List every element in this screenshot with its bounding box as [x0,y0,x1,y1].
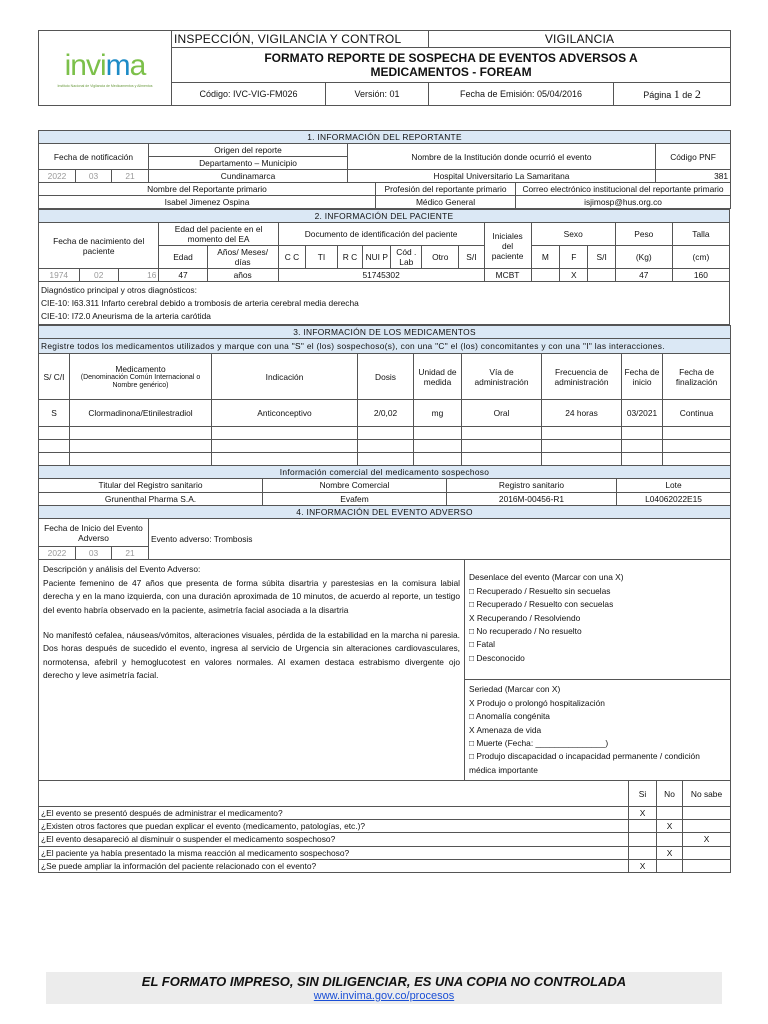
doc-cc-header: C C [278,246,305,269]
initials-header: Iniciales del paciente [484,223,531,269]
page-number: 1 [673,87,680,102]
lot-value: L04062022E15 [617,492,731,505]
causality-question: ¿El evento se presentó después de administrar el medicamento? [39,807,629,820]
answer-unknown [683,807,731,820]
answer-unknown [683,820,731,833]
document-footer [46,972,722,1004]
commercial-info-title: Información comercial del medicamento sospechoso [39,466,731,479]
causality-question: ¿El evento desapareció al disminuir o suspender el medicamento sospechoso? [39,833,629,846]
institution-value: Hospital Universitario La Samaritana [348,170,656,183]
outcome-option: □ Recuperado / Resuelto con secuelas [469,599,614,610]
page-of: de [682,90,693,101]
event-start-header: Fecha de Inicio del Evento Adverso [39,519,149,547]
registration-value: 2016M-00456-R1 [447,492,617,505]
medication-row [39,400,731,427]
area-label: INSPECCIÓN, VIGILANCIA Y CONTROL [172,31,429,48]
sex-f-header: F [560,246,588,269]
age-at-event-header: Edad del paciente en el momento del EA [159,223,278,246]
outcome-block [465,560,731,680]
section-paciente [38,209,730,325]
logo-subtext: Instituto Nacional de Vigilancia de Medicamentos y Alimentos [57,84,153,89]
answer-yes [629,820,657,833]
event-description [39,560,465,781]
reporter-email-header: Correo electrónico institucional del reportante primario [516,183,731,196]
answer-no [657,833,683,846]
commercial-info [38,465,731,505]
page-indicator [614,83,731,106]
causality-question-row [39,820,731,833]
notification-date-header: Fecha de notificación [39,144,149,170]
medication-frequency: 24 horas [542,400,622,427]
weight-value: 47 [615,269,672,282]
answer-no-header: No [657,781,683,807]
age-unit-header: Años/ Meses/ días [207,246,278,269]
doc-rc-header: R C [337,246,362,269]
section-4-title: 4. INFORMACIÓN DEL EVENTO ADVERSO [39,506,731,519]
height-value: 160 [672,269,729,282]
answer-yes [629,833,657,846]
sex-header: Sexo [531,223,615,246]
diagnosis-1: CIE-10: I63.311 Infarto cerebral debido a trombosis de arteria cerebral media derecha [41,298,359,309]
department-header: Departamento – Municipio [149,157,348,170]
description-label: Descripción y análisis del Evento Adverso: [43,564,201,575]
answer-no [657,859,683,872]
answer-no: X [657,846,683,859]
page-total: 2 [694,87,701,102]
initials-value: MCBT [484,269,531,282]
outcome-option: □ Fatal [469,639,496,650]
sex-si-value [588,269,615,282]
diagnosis-block [39,282,730,325]
institution-header: Nombre de la Institución donde ocurrió el evento [348,144,656,170]
birth-year: 1974 [39,269,80,282]
unit-header: Unidad de medida [414,354,462,400]
notification-month: 03 [76,170,112,183]
doc-si-header: S/I [459,246,484,269]
section-1-title: 1. INFORMACIÓN DEL REPORTANTE [39,131,731,144]
causality-question-row [39,833,731,846]
causality-question-row [39,807,731,820]
medication-row-empty [39,427,731,440]
answer-yes [629,846,657,859]
doc-ti-header: TI [306,246,338,269]
section-2-title: 2. INFORMACIÓN DEL PACIENTE [39,209,730,222]
causality-question: ¿Se puede ampliar la información del paciente relacionado con el evento? [39,859,629,872]
document-header [38,30,730,103]
medication-unit: mg [414,400,462,427]
answer-unknown [683,846,731,859]
dose-header: Dosis [358,354,414,400]
route-header: Vía de administración [462,354,542,400]
height-unit-header: (cm) [672,246,729,269]
birth-month: 02 [79,269,118,282]
weight-header: Peso [615,223,672,246]
seriousness-block [465,680,731,781]
answer-unknown-header: No sabe [683,781,731,807]
medication-instructions: Registre todos los medicamentos utilizados y marque con una "S" el (los) sospechoso(s), con una "C" el (los) concomitantes y con una "I" las interacciones. [39,338,731,354]
doc-codlab-header: Cód . Lab [391,246,422,269]
event-year: 2022 [39,547,76,560]
brand-value: Evafem [263,492,447,505]
reporter-name-header: Nombre del Reportante primario [39,183,376,196]
outcome-option: □ No recuperado / No resuelto [469,625,582,636]
doc-nuip-header: NUI P [363,246,391,269]
end-date-header: Fecha de finalización [663,354,731,400]
medication-indication: Anticonceptivo [212,400,358,427]
causality-question: ¿El paciente ya había presentado la misma reacción al medicamento sospechoso? [39,846,629,859]
frequency-header: Frecuencia de administración [542,354,622,400]
lot-header: Lote [617,479,731,492]
answer-unknown [683,859,731,872]
pnf-code-header: Código PNF [656,144,731,170]
answer-unknown: X [683,833,731,846]
department-value: Cundinamarca [149,170,348,183]
answer-no [657,807,683,820]
reporter-profession-header: Profesión del reportante primario [376,183,516,196]
answer-no: X [657,820,683,833]
form-code: Código: IVC-VIG-FM026 [172,83,326,106]
age-header: Edad [159,246,207,269]
age-value: 47 [159,269,207,282]
sci-header: S/ C/I [39,354,70,400]
form-version: Versión: 01 [326,83,429,106]
description-paragraph-1: Paciente femenino de 47 años que presenta de forma súbita disartria y parestesias en la comisura labial derecha y en la mano izquierda, con una duración aproximada de 10 minutos, de acuerdo al reporte, un testigo del evento habría observado en la paciente, asimetría facial asociada a la disartria [43,577,460,615]
seriousness-option: □ Muerte (Fecha: _______________) [469,737,609,748]
medication-sci: S [39,400,70,427]
form-title [172,48,731,83]
medication-row-empty [39,440,731,453]
section-3-title: 3. INFORMACIÓN DE LOS MEDICAMENTOS [39,325,731,338]
seriousness-option: □ Produjo discapacidad o incapacidad permanente / condición médica importante [469,751,700,775]
form-title-line2: MEDICAMENTOS - FOREAM [370,65,532,80]
birthdate-header: Fecha de nacimiento del paciente [39,223,159,269]
processes-link[interactable]: www.invima.gov.co/procesos [313,989,455,1002]
diagnosis-2: CIE-10: I72.0 Aneurisma de la arteria carótida [41,310,211,321]
logo-text: invima [64,49,146,83]
form-title-line1: FORMATO REPORTE DE SOSPECHA DE EVENTOS ADVERSOS A [264,51,638,65]
notification-year: 2022 [39,170,76,183]
report-origin-header: Origen del reporte [149,144,348,157]
event-day: 21 [112,547,149,560]
document-number: 51745302 [278,269,484,282]
reporter-email-value: isjimosp@hus.org.co [516,196,731,209]
diagnosis-label: Diagnóstico principal y otros diagnósticos: [41,285,197,296]
outcome-option: X Recuperando / Resolviendo [469,612,581,623]
height-header: Talla [672,223,729,246]
medication-end: Continua [663,400,731,427]
answer-yes: X [629,859,657,872]
seriousness-option: □ Anomalía congénita [469,711,550,722]
event-name: Evento adverso: Trombosis [149,519,731,560]
answer-yes-header: Si [629,781,657,807]
answer-yes: X [629,807,657,820]
medication-header [70,354,212,400]
causality-question-row [39,859,731,872]
uncontrolled-copy-notice: EL FORMATO IMPRESO, SIN DILIGENCIAR, ES UNA COPIA NO CONTROLADA [141,974,627,989]
pnf-code-value: 381 [656,170,731,183]
age-unit-value: años [207,269,278,282]
medication-dose: 2/0,02 [358,400,414,427]
registration-header: Registro sanitario [447,479,617,492]
report-form [38,130,730,873]
section-reportante [38,130,731,209]
medication-route: Oral [462,400,542,427]
medication-name: Clormadinona/Etinilestradiol [70,400,212,427]
medication-start: 03/2021 [622,400,663,427]
causality-question-row [39,846,731,859]
sex-si-header: S/I [588,246,615,269]
event-month: 03 [76,547,112,560]
medication-header-subtitle: (Denominación Común Internacional o Nombre genérico) [80,373,201,389]
section-medicamentos [38,325,731,466]
reporter-name-value: Isabel Jimenez Ospina [39,196,376,209]
medication-row-empty [39,453,731,466]
outcome-option: □ Recuperado / Resuelto sin secuelas [469,585,611,596]
id-document-header: Documento de identificación del paciente [278,223,484,246]
emission-date: Fecha de Emisión: 05/04/2016 [429,83,614,106]
indication-header: Indicación [212,354,358,400]
section-evento [38,505,731,873]
holder-header: Titular del Registro sanitario [39,479,263,492]
seriousness-option: X Produjo o prolongó hospitalización [469,697,605,708]
reporter-profession-value: Médico General [376,196,516,209]
seriousness-option: X Amenaza de vida [469,724,542,735]
medication-header-title: Medicamento [115,363,166,374]
start-date-header: Fecha de inicio [622,354,663,400]
outcome-option: □ Desconocido [469,652,525,663]
seriousness-title: Seriedad (Marcar con X) [469,684,561,695]
subarea-label: VIGILANCIA [429,31,731,48]
sex-m-value [531,269,559,282]
doc-other-header: Otro [422,246,459,269]
sex-f-value: X [560,269,588,282]
invima-logo [39,31,172,106]
causality-question: ¿Existen otros factores que puedan explicar el evento (medicamento, patologías, etc.)? [39,820,629,833]
weight-unit-header: (Kg) [615,246,672,269]
birth-day: 16 [118,269,159,282]
brand-header: Nombre Comercial [263,479,447,492]
notification-day: 21 [112,170,149,183]
outcome-title: Desenlace del evento (Marcar con una X) [469,572,624,583]
sex-m-header: M [531,246,559,269]
description-paragraph-2: No manifestó cefalea, náuseas/vómitos, alteraciones visuales, pérdida de la estabilidad en la marcha ni paresia. Dos horas después de sucedido el evento, ingresa al servicio de Urgencia sin alteraciones cardiovasculares, normotensa, afebril y hemoglucotest en valores normales. Al examen destaca estrabismo divergente ojo derecho y leve asimetría facial. [43,629,460,681]
page-label: Página [643,90,672,101]
holder-value: Grunenthal Pharma S.A. [39,492,263,505]
